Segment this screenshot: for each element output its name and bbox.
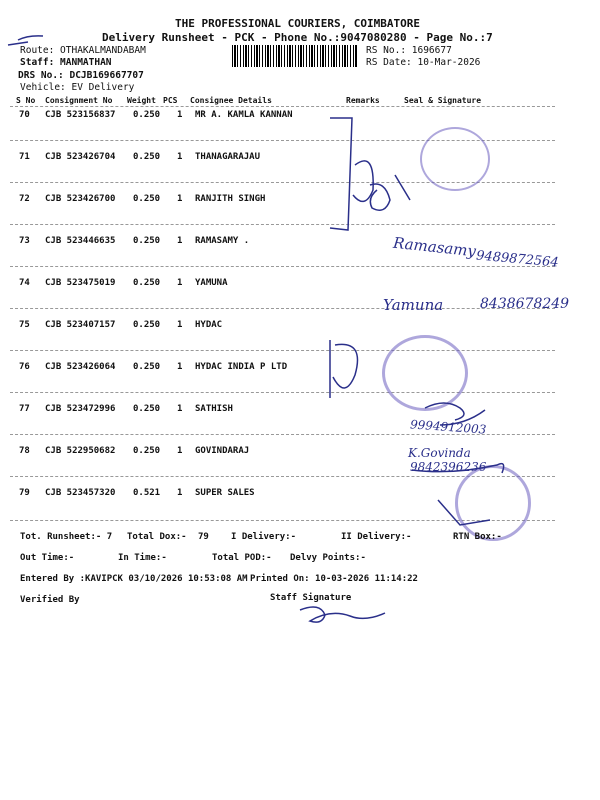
entered-by: Entered By :KAVIPCK 03/10/2026 10:53:08 AM [20, 574, 248, 584]
col-seal-signature: Seal & Signature [404, 96, 482, 105]
signature-stroke [330, 340, 358, 398]
signature-stroke [353, 161, 373, 202]
cell-sno: 74 [19, 278, 30, 288]
cell-consignment: CJB 523475019 [45, 278, 116, 288]
out-time-label: Out Time:- [20, 553, 75, 563]
cell-weight: 0.250 [133, 110, 161, 120]
col-sno: S No [16, 96, 36, 105]
cell-weight: 0.250 [133, 404, 161, 414]
signature-stroke [8, 36, 43, 45]
cell-weight: 0.250 [133, 362, 161, 372]
cell-pcs: 1 [177, 152, 183, 162]
cell-pcs: 1 [177, 488, 183, 498]
staff-signature-label: Staff Signature [270, 593, 352, 603]
cell-sno: 72 [19, 194, 30, 204]
handwritten-yamuna-phone: 8438678249 [480, 296, 570, 312]
cell-consignee: YAMUNA [195, 278, 228, 288]
staff-label: Staff: MANMATHAN [20, 57, 112, 68]
cell-pcs: 1 [177, 236, 183, 246]
total-dox-value: 79 [198, 532, 209, 542]
col-pcs: PCS [163, 96, 178, 105]
handwritten-yamuna: Yamuna [383, 296, 444, 314]
cell-sno: 70 [19, 110, 30, 120]
rs-number: RS No.: 1696677 [366, 45, 452, 56]
cell-consignee: SUPER SALES [195, 488, 255, 498]
cell-consignment: CJB 523457320 [45, 488, 116, 498]
handwritten-ramasamy-phone: 9489872564 [475, 248, 560, 271]
cell-consignment: CJB 523407157 [45, 320, 116, 330]
cell-sno: 79 [19, 488, 30, 498]
cell-consignee: GOVINDARAJ [195, 446, 250, 456]
signature-stroke [300, 607, 385, 622]
cell-consignment: CJB 523426704 [45, 152, 116, 162]
cell-consignee: MR A. KAMLA KANNAN [195, 110, 293, 120]
col-remarks: Remarks [346, 96, 380, 105]
handwritten-ramasamy: Ramasamy [392, 233, 477, 261]
signature-stroke [438, 500, 490, 525]
signature-stroke [330, 118, 352, 230]
signature-stroke [425, 403, 485, 425]
cell-consignment: CJB 522950682 [45, 446, 116, 456]
vehicle-label: Vehicle: EV Delivery [20, 82, 135, 93]
cell-weight: 0.250 [133, 236, 161, 246]
cell-pcs: 1 [177, 446, 183, 456]
cell-weight: 0.250 [133, 446, 161, 456]
cell-pcs: 1 [177, 278, 183, 288]
cell-sno: 75 [19, 320, 30, 330]
cell-consignee: THANAGARAJAU [195, 152, 261, 162]
signature-stroke [370, 175, 410, 210]
cell-consignment: CJB 523426064 [45, 362, 116, 372]
cell-consignment: CJB 523446635 [45, 236, 116, 246]
runsheet-subtitle: Delivery Runsheet - PCK - Phone No.:9047080280 - Page No.:7 [102, 31, 493, 44]
cell-sno: 78 [19, 446, 30, 456]
rs-date: RS Date: 10-Mar-2026 [366, 57, 481, 68]
cell-consignee: SATHISH [195, 404, 233, 414]
col-consignee: Consignee Details [190, 96, 272, 105]
verified-by-label: Verified By [20, 595, 80, 605]
signature-stroke [412, 464, 504, 473]
total-dox-label: Total Dox:- [127, 532, 187, 542]
cell-consignee: HYDAC INDIA P LTD [195, 362, 288, 372]
cell-weight: 0.250 [133, 194, 161, 204]
cell-weight: 0.250 [133, 320, 161, 330]
cell-pcs: 1 [177, 362, 183, 372]
cell-sno: 77 [19, 404, 30, 414]
delvy-points-label: Delvy Points:- [290, 553, 366, 563]
printed-on: Printed On: 10-03-2026 11:14:22 [250, 574, 418, 584]
cell-pcs: 1 [177, 320, 183, 330]
cell-weight: 0.250 [133, 152, 161, 162]
cell-sno: 73 [19, 236, 30, 246]
cell-consignee: RAMASAMY . [195, 236, 250, 246]
i-delivery-label: I Delivery:- [231, 532, 297, 542]
cell-sno: 71 [19, 152, 30, 162]
col-weight: Weight [127, 96, 156, 105]
cell-consignee: RANJITH SINGH [195, 194, 266, 204]
handwritten-govinda: K.Govinda [408, 446, 471, 460]
handwritten-sathish-phone: 9994912003 [409, 417, 487, 437]
cell-weight: 0.521 [133, 488, 161, 498]
ii-delivery-label: II Delivery:- [341, 532, 412, 542]
cell-sno: 76 [19, 362, 30, 372]
total-runsheet: Tot. Runsheet:- 7 [20, 532, 113, 542]
drs-number: DRS No.: DCJB169667707 [18, 70, 144, 81]
rtn-box-label: RTN Box:- [453, 532, 502, 542]
cell-consignment: CJB 523426700 [45, 194, 116, 204]
company-title: THE PROFESSIONAL COURIERS, COIMBATORE [175, 17, 421, 30]
in-time-label: In Time:- [118, 553, 167, 563]
route-label: Route: OTHAKALMANDABAM [20, 45, 146, 56]
cell-consignee: HYDAC [195, 320, 223, 330]
cell-pcs: 1 [177, 194, 183, 204]
cell-consignment: CJB 523472996 [45, 404, 116, 414]
cell-pcs: 1 [177, 404, 183, 414]
col-consignment: Consignment No [45, 96, 113, 105]
handwritten-govinda-phone: 9842396236 [410, 460, 487, 474]
total-pod-label: Total POD:- [212, 553, 272, 563]
cell-consignment: CJB 523156837 [45, 110, 116, 120]
cell-weight: 0.250 [133, 278, 161, 288]
cell-pcs: 1 [177, 110, 183, 120]
